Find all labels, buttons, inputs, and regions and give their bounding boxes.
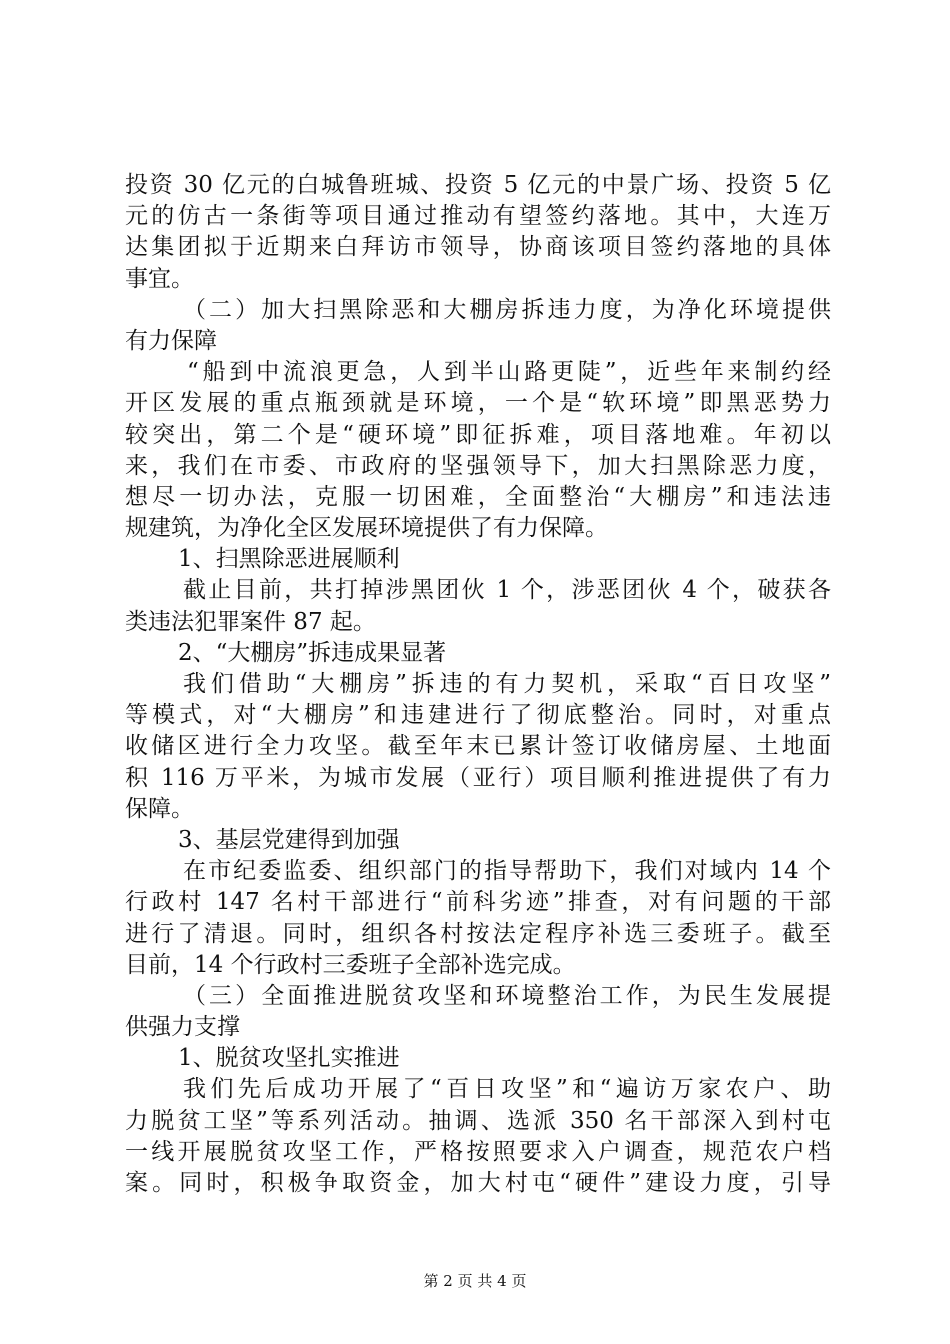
text-line: 目前，14 个行政村三委班子全部补选完成。 — [125, 951, 576, 978]
text-line: 达集团拟于近期来白拜访市领导，协商该项目签约落地的具体 — [125, 234, 831, 261]
text-line: （二）加大扫黑除恶和大棚房拆违力度，为净化环境提供 — [183, 296, 831, 323]
text-line: 案。同时，积极争取资金，加大村屯“硬件”建设力度，引导 — [125, 1170, 831, 1196]
text-line: 我们先后成功开展了“百日攻坚”和“遍访万家农户、助 — [183, 1076, 831, 1103]
text-line: 截止目前，共打掉涉黑团伙 1 个，涉恶团伙 4 个，破获各 — [183, 577, 831, 604]
text-line: 1、脱贫攻坚扎实推进 — [178, 1045, 400, 1072]
text-line: 规建筑，为净化全区发展环境提供了有力保障。 — [125, 515, 608, 542]
text-line: 较突出，第二个是“硬环境”即征拆难，项目落地难。年初以 — [125, 421, 831, 448]
text-line: 2、“大棚房”拆违成果显著 — [178, 639, 447, 666]
text-line: 等模式，对“大棚房”和违建进行了彻底整治。同时，对重点 — [125, 702, 831, 729]
text-line: 3、基层党建得到加强 — [178, 826, 400, 853]
text-line: 行政村 147 名村干部进行“前科劣迹”排查，对有问题的干部 — [125, 889, 831, 916]
text-line: 保障。 — [125, 795, 194, 822]
text-line: 收储区进行全力攻坚。截至年末已累计签订收储房屋、土地面 — [125, 733, 831, 760]
text-line: 积 116 万平米，为城市发展（亚行）项目顺利推进提供了有力 — [125, 764, 831, 791]
text-line: 类违法犯罪案件 87 起。 — [125, 608, 376, 635]
text-line: 投资 30 亿元的白城鲁班城、投资 5 亿元的中景广场、投资 5 亿 — [125, 172, 831, 198]
text-line: 1、扫黑除恶进展顺利 — [178, 546, 400, 573]
text-line: （三）全面推进脱贫攻坚和环境整治工作，为民生发展提 — [183, 982, 831, 1009]
text-line: “船到中流浪更急，人到半山路更陡”，近些年来制约经 — [187, 359, 831, 386]
document-body — [125, 170, 831, 1199]
page-footer: 第 2 页 共 4 页 — [423, 1272, 527, 1290]
text-line: 力脱贫工坚”等系列活动。抽调、选派 350 名干部深入到村屯 — [125, 1107, 831, 1134]
text-line: 供强力支撑 — [125, 1014, 240, 1041]
text-line: 在市纪委监委、组织部门的指导帮助下，我们对域内 14 个 — [183, 858, 831, 885]
text-line: 元的仿古一条街等项目通过推动有望签约落地。其中，大连万 — [125, 203, 831, 230]
text-line: 我们借助“大棚房”拆违的有力契机，采取“百日攻坚” — [183, 671, 831, 697]
text-line: 开区发展的重点瓶颈就是环境，一个是“软环境”即黑恶势力 — [125, 390, 831, 417]
text-line: 事宜。 — [125, 265, 194, 292]
text-line: 有力保障 — [125, 327, 217, 354]
text-line: 一线开展脱贫攻坚工作，严格按照要求入户调查，规范农户档 — [125, 1138, 831, 1165]
text-line: 想尽一切办法，克服一切困难，全面整治“大棚房”和违法违 — [125, 483, 831, 510]
text-line: 来，我们在市委、市政府的坚强领导下，加大扫黑除恶力度， — [125, 452, 831, 479]
text-line: 进行了清退。同时，组织各村按法定程序补选三委班子。截至 — [125, 920, 831, 947]
